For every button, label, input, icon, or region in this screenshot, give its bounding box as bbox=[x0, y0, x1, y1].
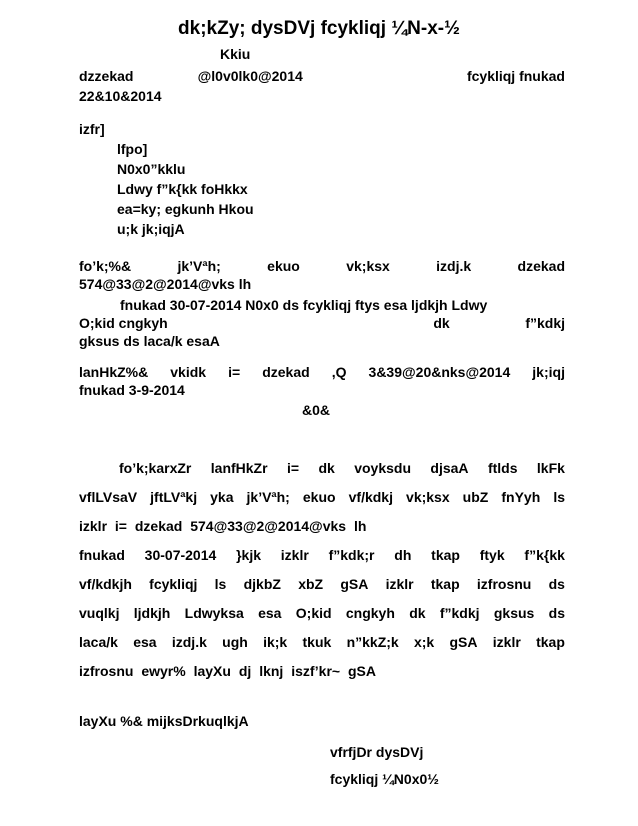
subject-word: izdj.k bbox=[436, 258, 472, 274]
signatory-place: fcykliqj ¼N0x0½ bbox=[330, 771, 439, 787]
body-word: vk;ksx bbox=[406, 489, 450, 505]
divider-mark: &0& bbox=[302, 402, 331, 418]
body-word: jk’Vªh; bbox=[246, 489, 290, 505]
reference-line-2: fnukad 3-9-2014 bbox=[79, 382, 185, 398]
para1-line-1: fnukad 30-07-2014 N0x0 ds fcykliqj ftys esa ljdkjh Ldwy bbox=[120, 297, 488, 313]
body-word: ubZ bbox=[462, 489, 489, 505]
body-word: dk bbox=[318, 460, 335, 476]
to-label: izfr] bbox=[79, 121, 105, 137]
header-line bbox=[79, 68, 565, 84]
body-line bbox=[79, 547, 565, 563]
document-title: dk;kZy; dysDVj fcykliqj ¼N-x-½ bbox=[178, 18, 460, 39]
body-word: ls bbox=[214, 576, 227, 592]
body-line bbox=[79, 576, 565, 592]
para1-line-3: gksus ds laca/k esaA bbox=[79, 333, 220, 349]
body-word: ekuo bbox=[302, 489, 336, 505]
body-word: fo’k;karxZr bbox=[119, 460, 192, 476]
body-word: xbZ bbox=[298, 576, 324, 592]
body-word: tkuk bbox=[302, 634, 332, 650]
body-word: dj bbox=[238, 663, 252, 679]
body-word: voyksdu bbox=[354, 460, 412, 476]
body-word: ftyk bbox=[479, 547, 505, 563]
body-word: f”k{kk bbox=[524, 547, 565, 563]
ref-word: dzekad bbox=[262, 364, 310, 380]
reference-line bbox=[79, 364, 565, 380]
body-word: izdj.k bbox=[171, 634, 207, 650]
to-line: lfpo] bbox=[117, 141, 148, 157]
body-line bbox=[79, 518, 366, 534]
body-word: vf/kdkjh bbox=[79, 576, 132, 592]
body-line bbox=[79, 605, 565, 621]
para-word: O;kid cngkyh bbox=[79, 315, 168, 331]
body-word: ljdkjh bbox=[133, 605, 171, 621]
body-word: yka bbox=[210, 489, 234, 505]
body-word: ds bbox=[548, 576, 565, 592]
ref-word: 3&39@20&nks@2014 bbox=[368, 364, 511, 380]
body-word: vf/kdkj bbox=[348, 489, 393, 505]
subject-word: jk’Vªh; bbox=[177, 258, 221, 274]
body-word: dk bbox=[409, 605, 426, 621]
subject-line-2: 574@33@2@2014@vks lh bbox=[79, 276, 252, 292]
body-word: vuqlkj bbox=[79, 605, 120, 621]
body-word: ds bbox=[548, 605, 565, 621]
body-word: laca/k bbox=[79, 634, 118, 650]
body-word: djsaA bbox=[430, 460, 469, 476]
body-word: ik;k bbox=[263, 634, 288, 650]
body-word: fnYyh bbox=[501, 489, 541, 505]
to-line: ea=ky; egkunh Hkou bbox=[117, 201, 254, 217]
header-date: 22&10&2014 bbox=[79, 88, 162, 104]
para-word: f”kdkj bbox=[525, 315, 565, 331]
body-word: izklr bbox=[385, 576, 414, 592]
ref-word: i= bbox=[228, 364, 241, 380]
body-word: izklr bbox=[280, 547, 309, 563]
enclosure-line: layXu %& mijksDrkuqlkjA bbox=[79, 713, 249, 729]
body-word: gSA bbox=[347, 663, 376, 679]
ref-word: lanHkZ%& bbox=[79, 364, 149, 380]
body-word: f”kdkj bbox=[439, 605, 480, 621]
body-word: djkbZ bbox=[243, 576, 281, 592]
to-line: N0x0”kklu bbox=[117, 161, 186, 177]
body-word: vflLVsaV bbox=[79, 489, 138, 505]
document-subtitle: Kkiu bbox=[220, 46, 251, 62]
body-word: izklr bbox=[492, 634, 521, 650]
body-word: izfrosnu bbox=[79, 663, 134, 679]
body-word: Ldwyksa bbox=[184, 605, 244, 621]
body-word: i= bbox=[114, 518, 127, 534]
body-word: iszf’kr~ bbox=[291, 663, 341, 679]
body-word: x;k bbox=[413, 634, 435, 650]
body-word: fcykliqj bbox=[149, 576, 198, 592]
body-word: tkap bbox=[430, 576, 460, 592]
body-word: ewyr% bbox=[141, 663, 186, 679]
body-word: cngkyh bbox=[345, 605, 395, 621]
subject-word: fo’k;%& bbox=[79, 258, 132, 274]
subject-word: vk;ksx bbox=[346, 258, 390, 274]
body-word: lanfHkZr bbox=[210, 460, 268, 476]
body-word: jftLVªkj bbox=[150, 489, 198, 505]
body-word: tkap bbox=[431, 547, 460, 563]
para1-line-2 bbox=[79, 315, 565, 331]
to-line: u;k jk;iqjA bbox=[117, 221, 185, 237]
body-word: lknj bbox=[259, 663, 284, 679]
body-line bbox=[79, 489, 565, 505]
body-word: esa bbox=[133, 634, 157, 650]
body-word: 574@33@2@2014@vks bbox=[190, 518, 347, 534]
body-word: n”kkZ;k bbox=[346, 634, 399, 650]
body-word: dh bbox=[394, 547, 412, 563]
ref-word: ,Q bbox=[331, 364, 347, 380]
subject-word: ekuo bbox=[267, 258, 300, 274]
signatory-designation: vfrfjDr dysDVj bbox=[330, 744, 424, 760]
letter-number-label: dzzekad bbox=[79, 68, 134, 84]
body-word: gSA bbox=[449, 634, 478, 650]
body-word: dzekad bbox=[134, 518, 183, 534]
body-word: izklr bbox=[79, 518, 108, 534]
body-word: 30-07-2014 bbox=[144, 547, 217, 563]
subject-line bbox=[79, 258, 565, 274]
body-word: izfrosnu bbox=[476, 576, 532, 592]
body-word: f”kdk;r bbox=[328, 547, 375, 563]
body-word: gSA bbox=[340, 576, 369, 592]
body-word: i= bbox=[286, 460, 300, 476]
body-word: lkFk bbox=[536, 460, 565, 476]
body-line bbox=[79, 634, 565, 650]
ref-word: vkidk bbox=[170, 364, 207, 380]
body-word: lh bbox=[353, 518, 367, 534]
body-line bbox=[79, 663, 376, 679]
body-word: fnukad bbox=[79, 547, 125, 563]
body-word: layXu bbox=[193, 663, 231, 679]
body-line bbox=[119, 460, 565, 476]
to-line: Ldwy f”k{kk foHkkx bbox=[117, 181, 248, 197]
ref-word: jk;iqj bbox=[532, 364, 565, 380]
body-word: ftlds bbox=[487, 460, 518, 476]
body-word: }kjk bbox=[236, 547, 261, 563]
letter-number: @l0v0lk0@2014 bbox=[197, 68, 303, 84]
body-word: O;kid bbox=[295, 605, 332, 621]
body-word: tkap bbox=[536, 634, 565, 650]
body-word: esa bbox=[258, 605, 282, 621]
para-word: dk bbox=[433, 315, 450, 331]
body-word: gksus bbox=[493, 605, 535, 621]
subject-word: dzekad bbox=[517, 258, 565, 274]
body-word: ls bbox=[553, 489, 565, 505]
body-word: ugh bbox=[222, 634, 248, 650]
date-label: fcykliqj fnukad bbox=[466, 68, 565, 84]
